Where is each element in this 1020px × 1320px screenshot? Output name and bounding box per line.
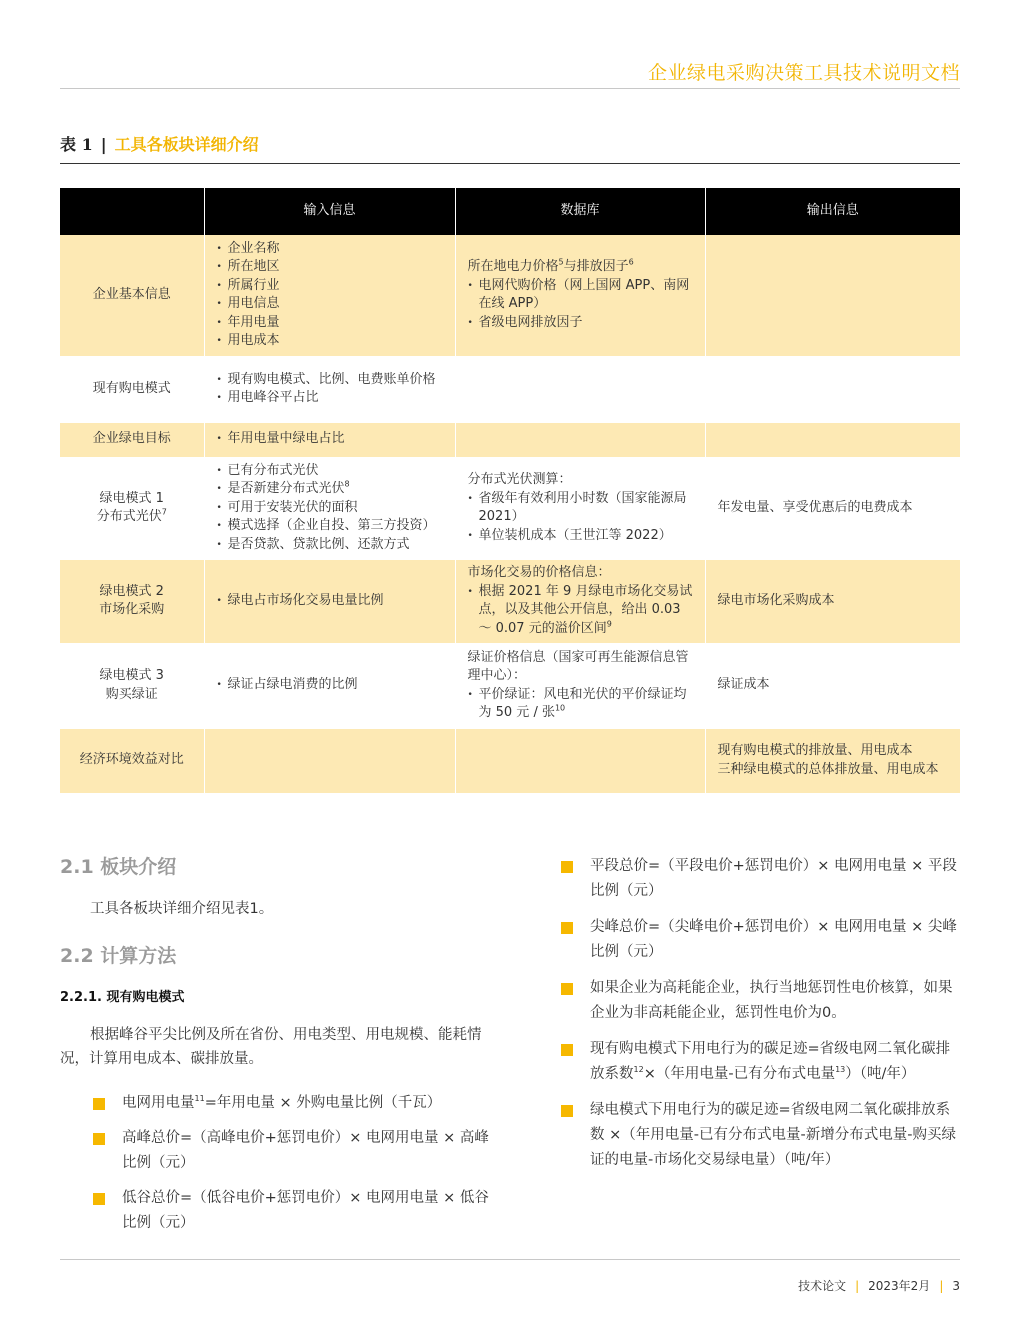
caption-separator: |: [100, 135, 107, 154]
header-divider: [60, 88, 960, 89]
formula-item: 平段总价=（平段电价+惩罚电价）× 电网用电量 × 平段比例（元）: [560, 854, 960, 904]
formula-item: 低谷总价=（低谷电价+惩罚电价）× 电网用电量 × 低谷比例（元）: [60, 1186, 490, 1236]
bullet-square-icon: [561, 922, 573, 934]
list-item: • 所属行业: [217, 277, 447, 296]
row-header: [60, 643, 204, 728]
output-line: 现有购电模式的排放量、用电成本: [717, 743, 913, 758]
section-2-2-1-text: 根据峰谷平尖比例及所在省份、用电类型、用电规模、能耗情况，计算用电成本、碳排放量。: [60, 1027, 482, 1067]
row-header: 现有购电模式: [60, 356, 204, 422]
bullet-square-icon: [561, 1044, 573, 1056]
outputs-cell: 年发电量、享受优惠后的电费成本: [705, 457, 960, 559]
database-intro: 绿证价格信息（国家可再生能源信息管理中心）：: [467, 649, 689, 683]
section-2-2-heading: 2.2 计算方法: [60, 945, 177, 967]
right-column: [560, 854, 960, 1184]
column-header-inputs: 输入信息: [204, 188, 455, 235]
list-item: • 已有分布式光伏: [217, 462, 447, 481]
formula-item: 如果企业为高耗能企业，执行当地惩罚性电价核算，如果企业为非高耗能企业，惩罚性电价为0。: [560, 976, 960, 1026]
bullet-square-icon: [561, 1105, 573, 1117]
list-item: • 根据 2021 年 9 月绿电市场化交易试点，以及其他公开信息，给出 0.03 ～ 0.07 元的溢价区间$^9$: [468, 583, 697, 639]
inputs-cell: [204, 728, 455, 793]
bullet-square-icon: [93, 1193, 105, 1205]
table-row: [60, 422, 960, 457]
row-header-line: 购买绿证: [105, 686, 158, 702]
footer-divider: [60, 1259, 960, 1260]
row-header: [60, 457, 204, 559]
module-detail-table: [60, 188, 960, 794]
table-row: [60, 235, 960, 356]
bullet-square-icon: [561, 861, 573, 873]
list-item: • 年用电量: [217, 314, 447, 333]
list-item: • 用电峰谷平占比: [217, 389, 447, 408]
inputs-cell: [204, 559, 455, 643]
outputs-cell: [705, 356, 960, 422]
table-row: [60, 356, 960, 422]
row-header-line: 绿电模式 2: [99, 583, 164, 599]
database-cell: [455, 728, 705, 793]
footer-separator: |: [855, 1279, 860, 1293]
section-2-1-heading: 2.1 板块介绍: [60, 856, 177, 878]
row-header-line: 市场化采购: [99, 602, 165, 617]
row-header: [60, 559, 204, 643]
list-item: • 年用电量中绿电占比: [217, 430, 447, 449]
list-item: • 绿电占市场化交易电量比例: [217, 592, 447, 611]
outputs-cell: 绿证成本: [705, 643, 960, 728]
page-footer: [798, 1277, 960, 1294]
outputs-cell: [705, 422, 960, 457]
database-cell: [455, 235, 705, 356]
list-item: • 用电信息: [217, 295, 447, 314]
row-header: 经济环境效益对比: [60, 728, 204, 793]
row-header-line: 绿电模式 3: [99, 668, 164, 683]
footer-date: 2023年2月: [868, 1279, 931, 1293]
list-item: • 可用于安装光伏的面积: [217, 499, 447, 518]
list-item: • 平价绿证：风电和光伏的平价绿证均为 50 元 / 张$^{10}$: [468, 686, 697, 723]
formula-item: 尖峰总价=（尖峰电价+惩罚电价）× 电网用电量 × 尖峰比例（元）: [560, 915, 960, 965]
list-item: • 是否新建分布式光伏$^8$: [217, 480, 447, 499]
row-header-line: 分布式光伏$^7$: [96, 507, 167, 524]
inputs-cell: [204, 643, 455, 728]
list-item: • 绿证占绿电消费的比例: [217, 676, 447, 695]
document-title: 企业绿电采购决策工具技术说明文档: [647, 62, 960, 84]
list-item: • 电网代购价格（网上国网 APP、南网在线 APP）: [468, 277, 697, 314]
outputs-cell: [705, 728, 960, 793]
database-cell: [455, 422, 705, 457]
page-number: 3: [952, 1279, 960, 1293]
row-header: 企业基本信息: [60, 235, 204, 356]
database-cell: [455, 559, 705, 643]
row-header: 企业绿电目标: [60, 422, 204, 457]
database-intro: 分布式光伏测算：: [467, 472, 572, 487]
output-line: 三种绿电模式的总体排放量、用电成本: [717, 761, 939, 777]
inputs-cell: [204, 422, 455, 457]
table-row: [60, 643, 960, 728]
list-item: • 省级电网排放因子: [468, 314, 697, 333]
section-2-2-1-heading: 2.2.1. 现有购电模式: [60, 990, 185, 1005]
database-cell: [455, 457, 705, 559]
list-item: • 省级年有效利用小时数（国家能源局 2021）: [468, 490, 697, 527]
column-header-outputs: 输出信息: [705, 188, 960, 235]
table-row: [60, 728, 960, 793]
bullet-square-icon: [561, 983, 573, 995]
list-item: • 用电成本: [217, 332, 447, 351]
footer-separator: |: [939, 1279, 944, 1293]
list-item: • 企业名称: [217, 240, 447, 259]
bullet-square-icon: [93, 1098, 105, 1110]
caption-divider: [60, 163, 960, 164]
row-header-line: 绿电模式 1: [99, 490, 164, 506]
table-row: [60, 559, 960, 643]
table-row: [60, 457, 960, 559]
list-item: • 模式选择（企业自投、第三方投资）: [217, 517, 447, 536]
database-cell: [455, 643, 705, 728]
inputs-cell: [204, 457, 455, 559]
section-2-1-text: 工具各板块详细介绍见表1。: [90, 901, 274, 917]
formula-item: 高峰总价=（高峰电价+惩罚电价）× 电网用电量 × 高峰比例（元）: [60, 1126, 490, 1176]
formula-item: 绿电模式下用电行为的碳足迹=省级电网二氧化碳排放系数 ×（年用电量-已有分布式电量-新增分布式电量-购买绿证的电量-市场化交易绿电量）（吨/年）: [560, 1098, 960, 1173]
inputs-cell: [204, 356, 455, 422]
outputs-cell: 绿电市场化采购成本: [705, 559, 960, 643]
column-header-blank: [60, 188, 204, 235]
list-item: • 所在地区: [217, 258, 447, 277]
bullet-square-icon: [93, 1133, 105, 1145]
database-intro: 市场化交易的价格信息：: [467, 565, 611, 580]
formula-item: 现有购电模式下用电行为的碳足迹=省级电网二氧化碳排放系数$^{12}$×（年用电量-已有分布式电量$^{13}$）（吨/年）: [560, 1037, 960, 1087]
table-label: 表 1: [60, 135, 93, 154]
table-caption: [60, 132, 259, 155]
list-item: • 现有购电模式、比例、电费账单价格: [217, 371, 447, 390]
table-header-row: [60, 188, 960, 235]
column-header-database: 数据库: [455, 188, 705, 235]
list-item: • 是否贷款、贷款比例、还款方式: [217, 536, 447, 555]
left-column: [60, 852, 490, 1246]
table-title: 工具各板块详细介绍: [114, 135, 259, 154]
footer-doc-type: 技术论文: [798, 1279, 847, 1293]
database-cell: [455, 356, 705, 422]
database-intro: 所在地电力价格$^5$与排放因子$^6$: [467, 257, 634, 275]
list-item: • 单位装机成本（王世江等 2022）: [468, 527, 697, 546]
outputs-cell: [705, 235, 960, 356]
inputs-cell: [204, 235, 455, 356]
formula-item: 电网用电量$^{11}$=年用电量 × 外购电量比例（千瓦）: [60, 1091, 490, 1116]
